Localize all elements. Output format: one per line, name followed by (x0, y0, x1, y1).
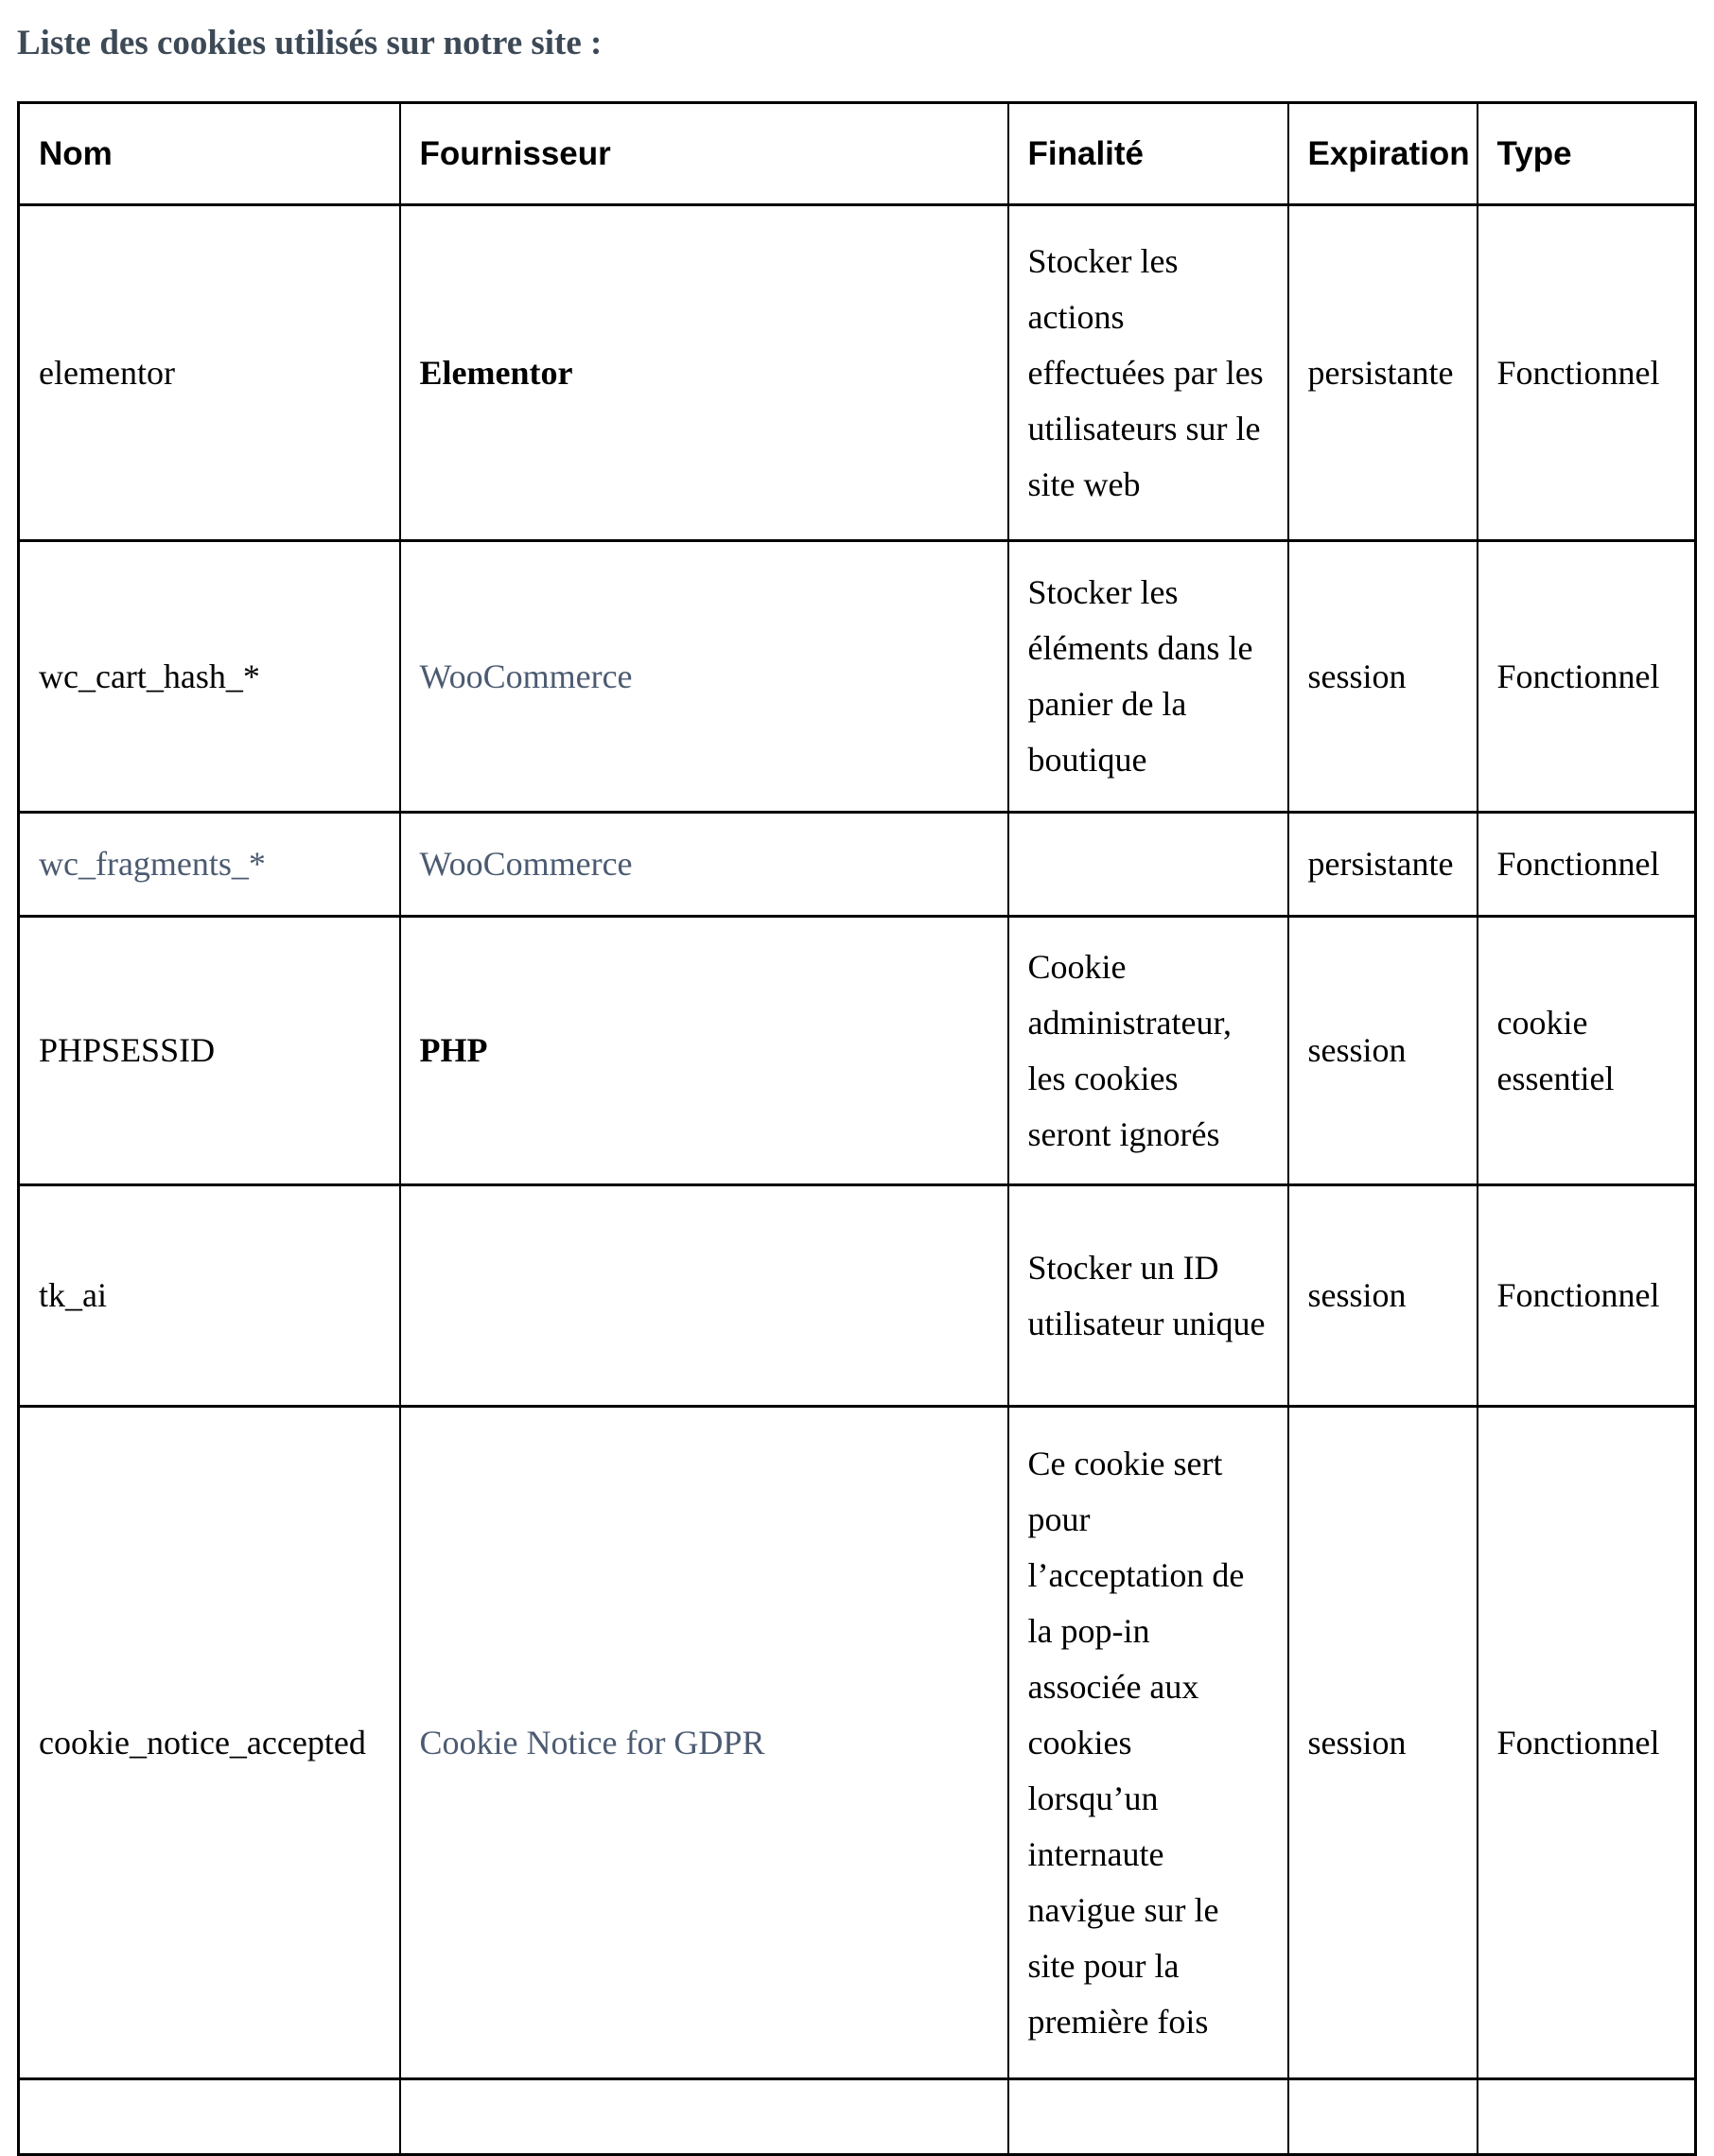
cell-nom: elementor (19, 205, 400, 541)
cell-expiration (1288, 2079, 1478, 2155)
header-row (19, 103, 1696, 205)
cell-fournisseur (400, 2079, 1008, 2155)
cell-fournisseur (400, 917, 1008, 1185)
column-header-finalite: Finalité (1008, 103, 1288, 205)
cell-type: cookie essentiel (1478, 917, 1696, 1185)
cell-nom: PHPSESSID (19, 917, 400, 1185)
fournisseur-php: PHP (419, 1031, 488, 1069)
cell-type: Fonctionnel (1478, 813, 1696, 917)
cell-finalite (1008, 2079, 1288, 2155)
cell-finalite: Stocker un ID utilisateur unique (1008, 1185, 1288, 1407)
cell-fournisseur (400, 205, 1008, 541)
cell-fournisseur (400, 813, 1008, 917)
cookie-notice-gdpr-link[interactable]: Cookie Notice for GDPR (419, 1723, 765, 1762)
cell-type: Fonctionnel (1478, 205, 1696, 541)
cell-fournisseur (400, 541, 1008, 813)
cell-type: Fonctionnel (1478, 541, 1696, 813)
column-header-expiration: Expiration (1288, 103, 1478, 205)
cell-expiration: session (1288, 1185, 1478, 1407)
woocommerce-link[interactable]: WooCommerce (419, 845, 633, 883)
cell-finalite: Stocker les éléments dans le panier de la boutique (1008, 541, 1288, 813)
table-row-cookie-notice-accepted (19, 1407, 1696, 2079)
cell-nom (19, 2079, 400, 2155)
wc-fragments-link[interactable]: wc_fragments_* (39, 845, 266, 883)
table-row-tk-ai (19, 1185, 1696, 1407)
table-row-elementor (19, 205, 1696, 541)
column-header-nom: Nom (19, 103, 400, 205)
cell-type: Fonctionnel (1478, 1185, 1696, 1407)
column-header-type: Type (1478, 103, 1696, 205)
cell-expiration: session (1288, 541, 1478, 813)
table-row-wc-cart-hash (19, 541, 1696, 813)
column-header-fournisseur: Fournisseur (400, 103, 1008, 205)
cell-finalite (1008, 813, 1288, 917)
cell-expiration: session (1288, 1407, 1478, 2079)
table-row-phpsessid (19, 917, 1696, 1185)
cell-nom (19, 813, 400, 917)
woocommerce-link[interactable]: WooCommerce (419, 657, 633, 695)
cell-finalite: Ce cookie sert pour l’acceptation de la pop-in associée aux cookies lorsqu’un internaute navigue sur le site pour la première fois (1008, 1407, 1288, 2079)
cell-fournisseur (400, 1407, 1008, 2079)
cell-nom: wc_cart_hash_* (19, 541, 400, 813)
cell-fournisseur (400, 1185, 1008, 1407)
cell-type (1478, 2079, 1696, 2155)
cell-type: Fonctionnel (1478, 1407, 1696, 2079)
cell-nom: cookie_notice_accepted (19, 1407, 400, 2079)
page-title: Liste des cookies utilisés sur notre site : (17, 24, 603, 62)
cell-nom: tk_ai (19, 1185, 400, 1407)
cell-expiration: session (1288, 917, 1478, 1185)
fournisseur-elementor: Elementor (419, 353, 573, 392)
cookies-table (17, 101, 1697, 2156)
cell-expiration: persistante (1288, 813, 1478, 917)
cell-finalite: Cookie administrateur, les cookies seront ignorés (1008, 917, 1288, 1185)
cell-expiration: persistante (1288, 205, 1478, 541)
table-row-partial-clipped (19, 2079, 1696, 2155)
table-row-wc-fragments (19, 813, 1696, 917)
cell-finalite: Stocker les actions effectuées par les utilisateurs sur le site web (1008, 205, 1288, 541)
